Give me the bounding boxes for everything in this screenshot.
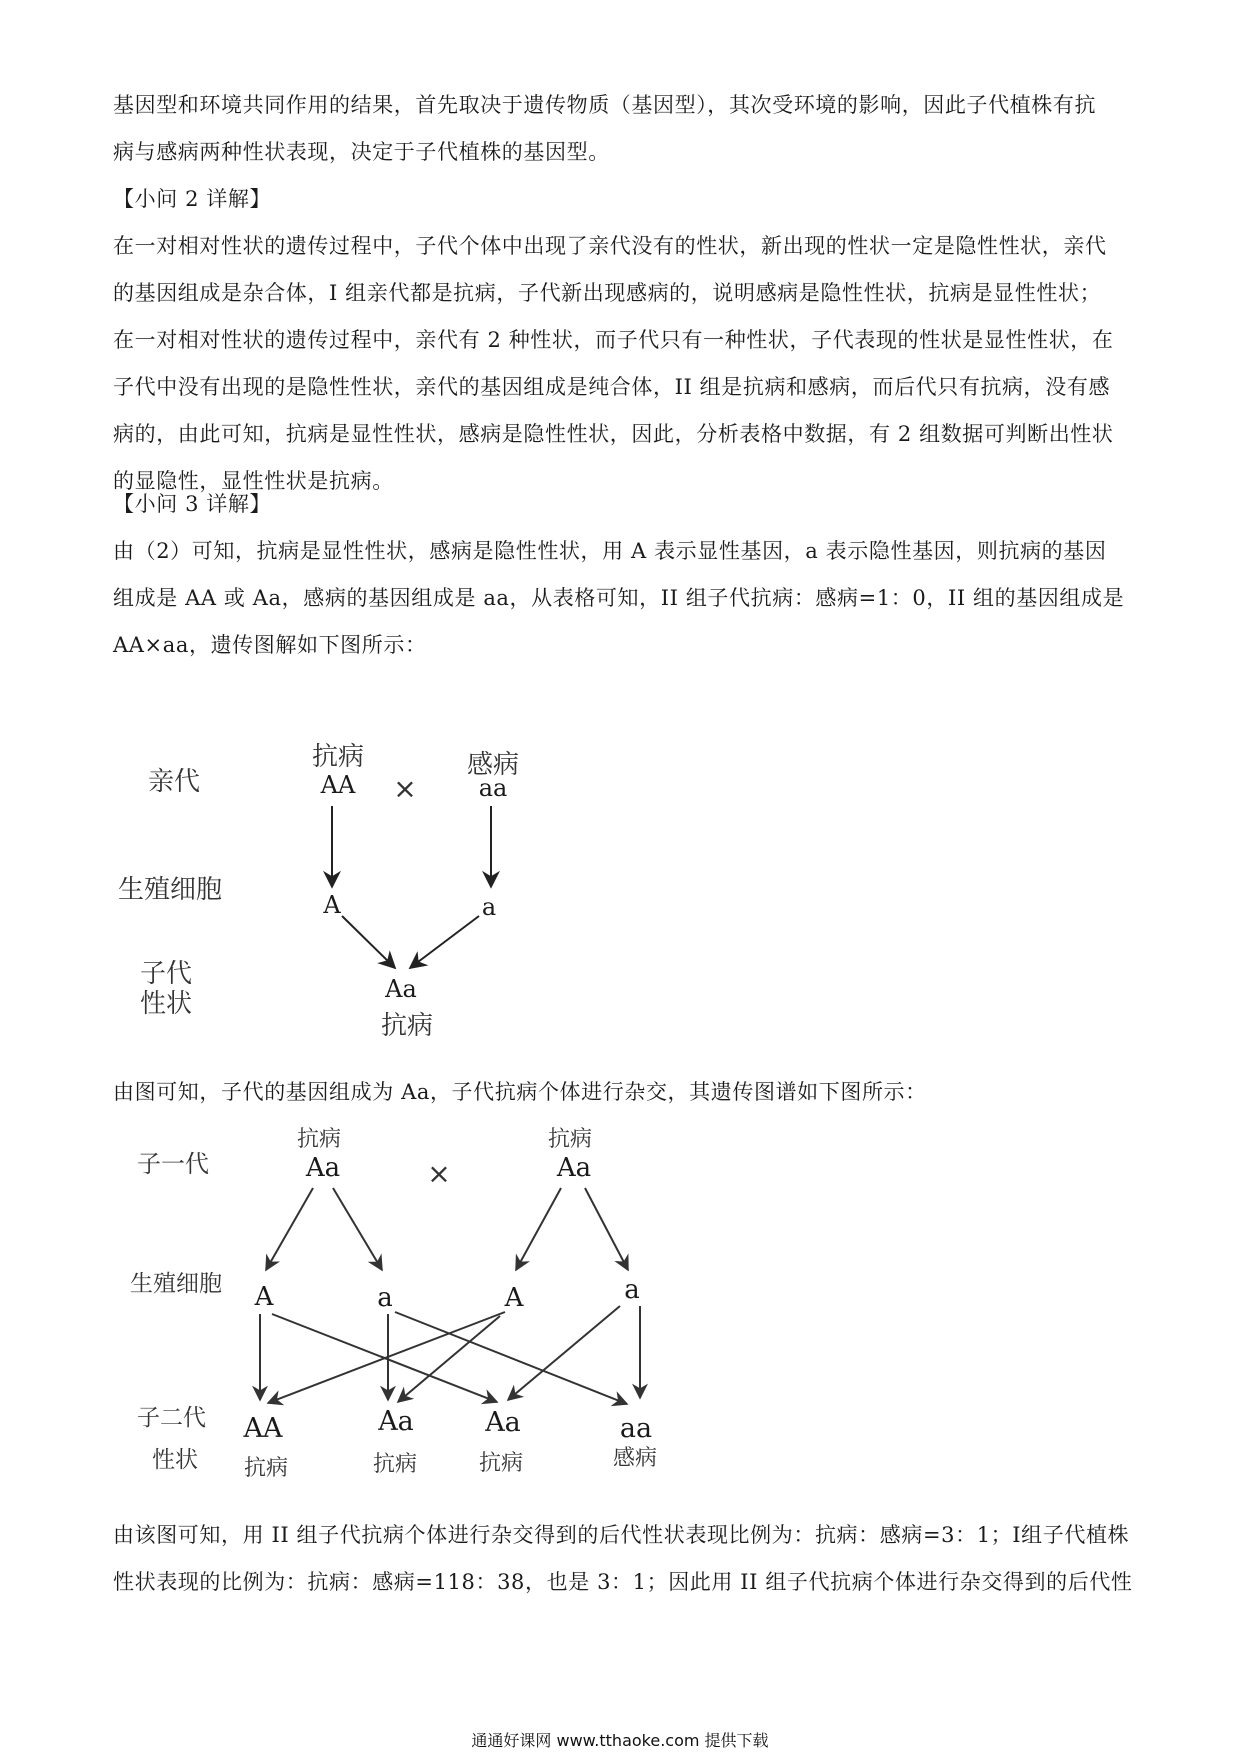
text-line: 基因型和环境共同作用的结果，首先取决于遗传物质（基因型），其次受环境的影响，因此子代植株有抗 bbox=[113, 93, 1097, 117]
text-line: 在一对相对性状的遗传过程中，子代个体中出现了亲代没有的性状，新出现的性状一定是隐性性状，亲代 bbox=[113, 234, 1107, 258]
row-label-trait: 性状 bbox=[140, 989, 193, 1019]
text-line: 子代中没有出现的是隐性性状，亲代的基因组成是纯合体，II 组是抗病和感病，而后代只有抗病，没有感 bbox=[113, 375, 1111, 399]
text-line: 在一对相对性状的遗传过程中，亲代有 2 种性状，而子代只有一种性状，子代表现的性状是显性性状，在 bbox=[113, 328, 1114, 352]
offspring-trait-3: 抗病 bbox=[478, 1451, 524, 1476]
f1-parent2-trait: 抗病 bbox=[547, 1127, 593, 1152]
gamete-a-2: a bbox=[624, 1275, 640, 1305]
parent2-genotype: aa bbox=[478, 774, 508, 802]
paragraph-subquestion-3 bbox=[113, 528, 1131, 669]
gamete-a: a bbox=[481, 893, 497, 921]
row-label-gamete: 生殖细胞 bbox=[118, 875, 223, 905]
arrow-a2-to-Aa-right bbox=[508, 1306, 620, 1400]
arrow-A2-to-Aa-left bbox=[398, 1316, 500, 1402]
text-line: 由图可知，子代的基因组成为 Aa，子代抗病个体进行杂交，其遗传图谱如下图所示： bbox=[113, 1080, 927, 1104]
text-line: 性状表现的比例为：抗病：感病=118：38，也是 3：1；因此用 II 组子代抗病个体进行杂交得到的后代性 bbox=[113, 1570, 1133, 1594]
paragraph-genotype-environment bbox=[113, 82, 1131, 176]
cross-symbol: × bbox=[393, 772, 417, 805]
f1-parent1-genotype: Aa bbox=[305, 1153, 341, 1183]
text-line: 病与感病两种性状表现，决定于子代植株的基因型。 bbox=[113, 140, 610, 164]
arrow-A2-to-AA bbox=[268, 1312, 505, 1403]
offspring-genotype-Aa-1: Aa bbox=[378, 1406, 414, 1437]
f1-parent1-trait: 抗病 bbox=[296, 1127, 342, 1152]
footer-watermark: 通通好课网 www.tthaoke.com 提供下载 bbox=[471, 1731, 769, 1750]
gamete-A-1: A bbox=[254, 1282, 274, 1312]
paragraph-subquestion-2 bbox=[113, 223, 1131, 505]
arrow-p1-to-gamete-a bbox=[333, 1188, 382, 1270]
text-line: 的基因组成是杂合体，I 组亲代都是抗病，子代新出现感病的，说明感病是隐性性状，抗病是显性性状； bbox=[113, 281, 1102, 305]
arrow-p2-to-gamete-a bbox=[585, 1188, 628, 1270]
row-label-parent: 亲代 bbox=[148, 767, 201, 797]
row-label-trait: 性状 bbox=[152, 1447, 198, 1473]
text-line: 由该图可知，用 II 组子代抗病个体进行杂交得到的后代性状表现比例为：抗病：感病=3：1；I组子代植株 bbox=[113, 1523, 1130, 1547]
child-trait: 抗病 bbox=[380, 1011, 434, 1041]
gamete-A: A bbox=[323, 891, 341, 919]
offspring-trait-4: 感病 bbox=[612, 1446, 658, 1471]
heading-text: 【小问 2 详解】 bbox=[113, 187, 272, 211]
text-line: AA×aa，遗传图解如下图所示： bbox=[113, 633, 427, 657]
row-label-f1: 子一代 bbox=[137, 1150, 209, 1178]
row-label-gamete: 生殖细胞 bbox=[130, 1271, 222, 1297]
cross-symbol: × bbox=[427, 1157, 451, 1190]
row-label-f2: 子二代 bbox=[137, 1405, 206, 1431]
text-line: 的显隐性，显性性状是抗病。 bbox=[113, 469, 394, 493]
arrow-p1-to-gamete-A bbox=[266, 1188, 313, 1270]
child-genotype: Aa bbox=[385, 975, 417, 1003]
text-line: 病的，由此可知，抗病是显性性状，感病是隐性性状，因此，分析表格中数据，有 2 组数据可判断出性状 bbox=[113, 422, 1114, 446]
text-line: 组成是 AA 或 Aa，感病的基因组成是 aa，从表格可知，II 组子代抗病：感病=1：0，II 组的基因组成是 bbox=[113, 586, 1125, 610]
subquestion-2-heading bbox=[113, 176, 1131, 223]
row-label-offspring: 子代 bbox=[140, 959, 193, 989]
arrow-p2-to-gamete-A bbox=[516, 1188, 561, 1270]
paragraph-diagram2-intro bbox=[113, 1069, 1131, 1116]
paragraph-conclusion bbox=[113, 1512, 1131, 1606]
offspring-genotype-Aa-2: Aa bbox=[485, 1407, 521, 1438]
offspring-trait-2: 抗病 bbox=[372, 1452, 418, 1477]
offspring-genotype-aa: aa bbox=[619, 1413, 653, 1444]
arrow-gamete-A-to-child bbox=[342, 916, 395, 968]
gamete-A-2: A bbox=[504, 1283, 524, 1313]
gamete-a-1: a bbox=[377, 1283, 393, 1313]
arrow-a1-to-aa bbox=[395, 1312, 627, 1404]
subquestion-3-heading bbox=[113, 481, 1131, 528]
text-line: 由（2）可知，抗病是显性性状，感病是隐性性状，用 A 表示显性基因，a 表示隐性基因，则抗病的基因 bbox=[113, 539, 1107, 563]
offspring-trait-1: 抗病 bbox=[243, 1456, 289, 1481]
offspring-genotype-AA: AA bbox=[243, 1413, 283, 1444]
f1-parent2-genotype: Aa bbox=[556, 1153, 592, 1183]
parent1-trait: 抗病 bbox=[311, 742, 365, 772]
arrow-gamete-a-to-child bbox=[410, 916, 479, 968]
heading-text: 【小问 3 详解】 bbox=[113, 492, 272, 516]
parent2-trait: 感病 bbox=[466, 750, 520, 780]
arrow-A1-to-Aa-right bbox=[272, 1314, 497, 1402]
parent1-genotype: AA bbox=[320, 771, 356, 799]
